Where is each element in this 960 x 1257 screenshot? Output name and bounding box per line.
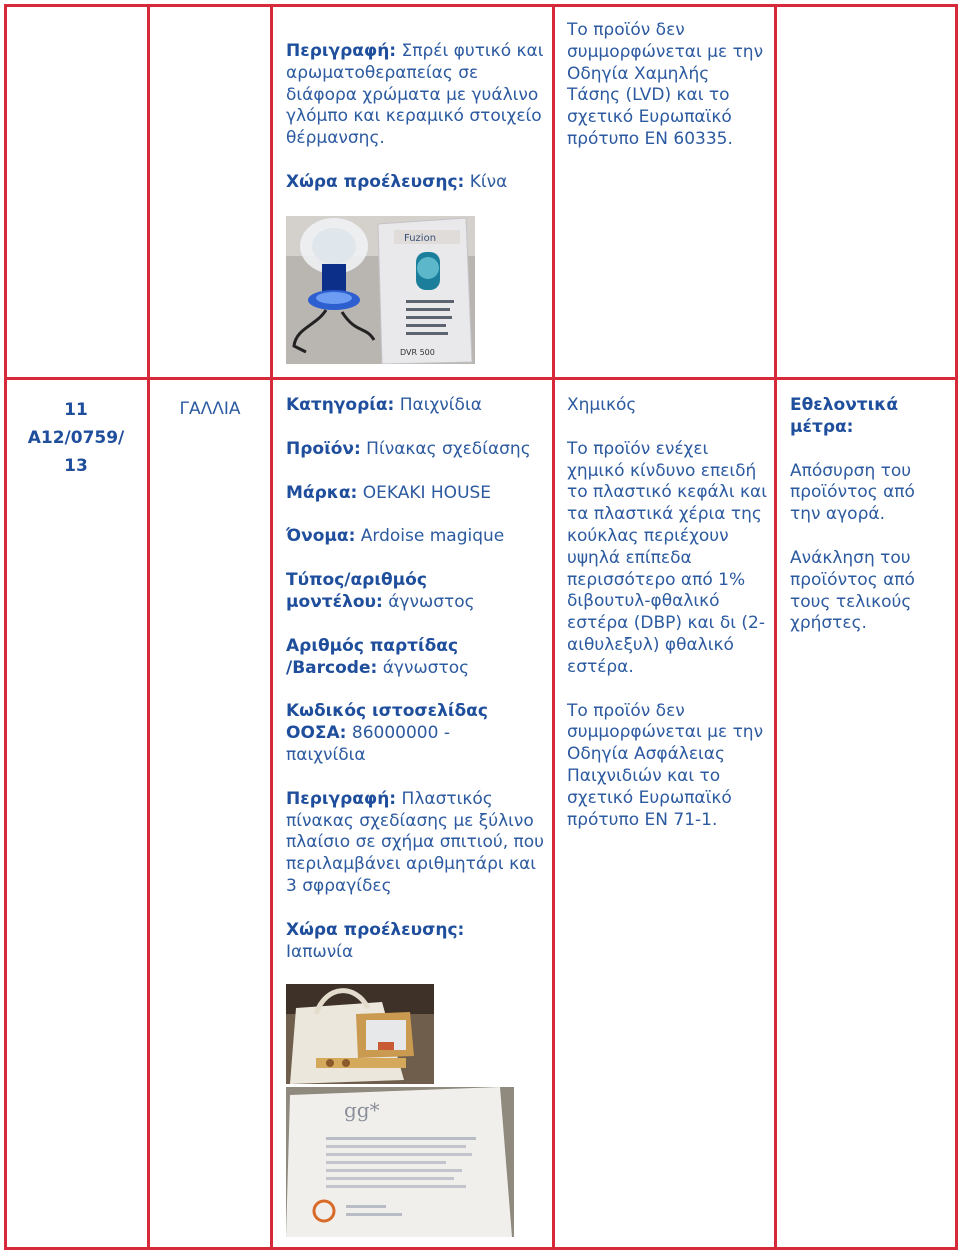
row-a-origin-label: Χώρα προέλευσης:	[286, 171, 465, 192]
row-b-model-label-1: Τύπος/αριθμός	[286, 570, 427, 591]
row-b-product-label: Προϊόν:	[286, 438, 361, 459]
row-b-photo-1-graphic	[286, 984, 434, 1084]
row-a-risk-text: Το προϊόν δεν συμμορφώνεται με την Οδηγία Χαμηλής Τάσης (LVD) και το σχετικό Ευρωπαϊκό πρότυπο EN 60335.	[567, 20, 764, 149]
row-b-reference-line1: A12/0759/	[27, 428, 125, 448]
row-a-photo-graphic	[286, 216, 475, 364]
row-b-product	[286, 439, 548, 461]
row-b-name	[286, 526, 548, 548]
row-b-product-value: Πίνακας σχεδίασης	[366, 438, 531, 459]
row-b-reference-line2: 13	[64, 456, 88, 476]
row-b-product-photo-1	[286, 984, 434, 1084]
table-border-top	[4, 4, 957, 7]
row-b-origin	[286, 920, 548, 964]
row-b-country: ΓΑΛΛΙΑ	[179, 399, 241, 419]
row-b-photo-2-label: gg*	[344, 1098, 380, 1122]
row-b-batch-label-1: Αριθμός παρτίδας	[286, 635, 459, 656]
row-b-model-label-2: μοντέλου:	[286, 591, 383, 612]
row-b-origin-value: Ιαπωνία	[286, 941, 354, 962]
row-a-photo-model: DVR 500	[400, 348, 435, 357]
table-row-separator	[4, 377, 957, 380]
row-b-number: 11	[64, 400, 88, 420]
row-b-description-label: Περιγραφή:	[286, 788, 397, 809]
row-b-batch-value: άγνωστος	[382, 657, 470, 678]
row-b-name-value: Ardoise magique	[360, 526, 505, 547]
row-b-product-cell	[286, 395, 548, 963]
row-b-product-photo-2	[286, 1087, 514, 1237]
row-b-oecd-value-2: παιχνίδια	[286, 744, 366, 765]
row-b-origin-label: Χώρα προέλευσης:	[286, 919, 465, 940]
row-b-country-cell	[152, 399, 268, 421]
table-border-right	[955, 4, 958, 1250]
row-a-origin-value: Κίνα	[469, 171, 508, 192]
row-b-category	[286, 395, 548, 417]
table-border-col4	[774, 4, 777, 1250]
row-b-description-text: Πλαστικός πίνακας σχεδίασης με ξύλινο πλαίσιο σε σχήμα σπιτιού, που περιλαμβάνει αριθμητάρι και 3 σφραγίδες	[286, 788, 545, 896]
row-b-model	[286, 570, 548, 614]
row-a-description	[286, 41, 548, 150]
table-border-col1	[147, 4, 150, 1250]
row-b-measure-1: Απόσυρση του προϊόντος από την αγορά.	[790, 460, 915, 525]
row-a-description-label: Περιγραφή:	[286, 41, 397, 61]
row-a-photo-brand: Fuzion	[404, 233, 437, 244]
table-border-left	[4, 4, 7, 1250]
row-b-oecd-label-1: Κωδικός ιστοσελίδας	[286, 701, 488, 722]
row-a-risk-cell	[567, 20, 767, 151]
row-b-batch	[286, 636, 548, 680]
table-border-col3	[552, 4, 555, 1250]
row-b-measure-2: Ανάκληση του προϊόντος από τους τελικούς χρήστες.	[790, 547, 915, 634]
row-b-risk-cell	[567, 395, 767, 831]
row-b-measures-cell	[790, 395, 950, 635]
row-b-measures-label-2: μέτρα:	[790, 416, 854, 437]
row-b-batch-label-2: /Barcode:	[286, 657, 378, 678]
row-b-oecd	[286, 701, 548, 766]
row-b-name-label: Όνομα:	[286, 526, 356, 547]
table-border-bottom	[4, 1247, 957, 1250]
row-a-origin	[286, 172, 548, 194]
row-b-oecd-value-1: 86000000 -	[351, 723, 450, 744]
row-b-measures-label-1: Εθελοντικά	[790, 395, 899, 415]
row-a-description-text: Σπρέι φυτικό και αρωματοθεραπείας σε διάφορα χρώματα με γυάλινο γλόμπο και κεραμικό στοιχείο θέρμανσης.	[286, 41, 544, 149]
row-b-description	[286, 789, 548, 898]
row-b-number-cell	[8, 399, 144, 477]
row-b-category-value: Παιχνίδια	[399, 395, 482, 415]
row-b-brand-value: OEKAKI HOUSE	[362, 482, 492, 503]
row-b-brand-label: Μάρκα:	[286, 482, 358, 503]
row-b-risk-type: Χημικός	[567, 395, 637, 415]
row-b-risk-text-2: Το προϊόν δεν συμμορφώνεται με την Οδηγία Ασφάλειας Παιχνιδιών και το σχετικό Ευρωπαϊκό πρότυπο EN 71-1.	[567, 700, 764, 830]
table-border-col2	[270, 4, 273, 1250]
row-b-risk-text-1: Το προϊόν ενέχει χημικό κίνδυνο επειδή το πλαστικό κεφάλι και τα πλαστικά χέρια της κούκλας περιέχουν υψηλά επίπεδα περισσότερο από 1% διβουτυλ-φθαλικό εστέρα (DBP) και δι (2-αιθυλεξυλ) φθαλικό εστέρα.	[567, 438, 767, 677]
row-b-brand	[286, 483, 548, 505]
row-b-photo-2-graphic	[286, 1087, 514, 1237]
row-b-model-value: άγνωστος	[388, 591, 475, 612]
row-a-product-photo	[286, 216, 475, 364]
row-b-measures-label	[790, 395, 950, 439]
row-b-oecd-label-2: ΟΟΣΑ:	[286, 723, 347, 744]
row-a-product-cell	[286, 41, 548, 194]
row-b-category-label: Κατηγορία:	[286, 395, 395, 415]
